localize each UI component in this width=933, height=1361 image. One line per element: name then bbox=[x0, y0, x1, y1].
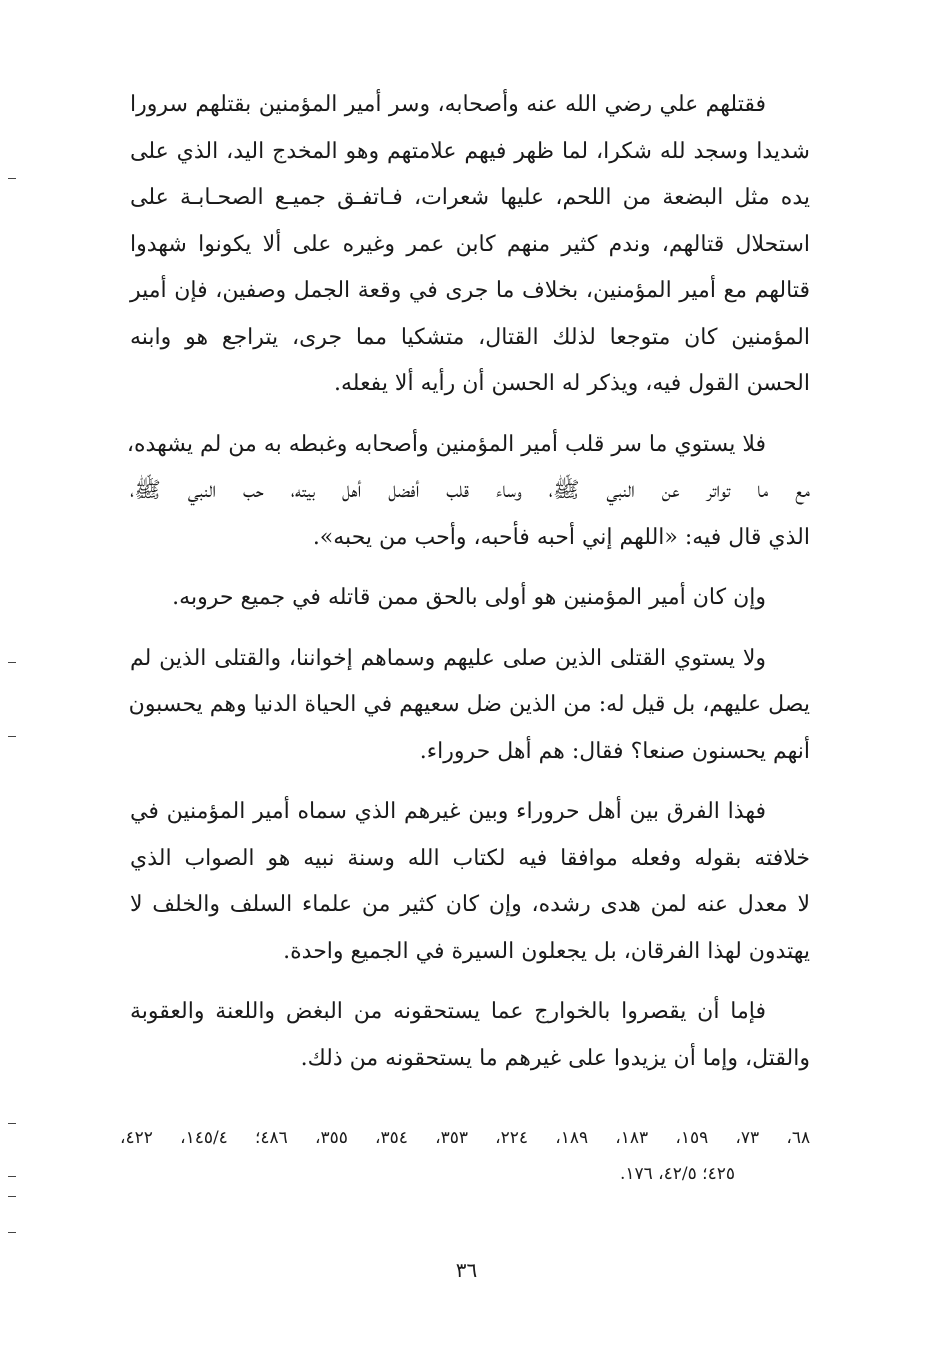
margin-scan-mark bbox=[8, 1196, 16, 1197]
text-line: يصل عليهم، بل قيل له: من الذين ضل سعيهم في الحياة الدنيا وهم يحسبون bbox=[128, 692, 810, 717]
body-text bbox=[126, 82, 810, 1096]
margin-scan-mark bbox=[8, 1176, 16, 1177]
margin-scan-mark bbox=[8, 662, 16, 663]
text-line: الحسن القول فيه، ويذكر له الحسن أن رأيه ألا يفعله. bbox=[334, 371, 810, 396]
text-line: شديدا وسجد لله شكرا، لما ظهر فيهم علامتهم وهو المخدج اليد، الذي على bbox=[130, 138, 810, 164]
footnote-line: ٤٢٥؛ ٤٢/٥، ١٧٦. bbox=[619, 1164, 735, 1184]
text-line: قتالهم مع أمير المؤمنين، بخلاف ما جرى في وقعة الجمل وصفين، فإن أمير bbox=[130, 278, 810, 303]
text-line: استحلال قتالهم، وندم كثير منهم كابن عمر وغيره على ألا يكونوا شهدوا bbox=[130, 231, 810, 257]
margin-scan-mark bbox=[8, 1232, 16, 1233]
margin-scan-mark bbox=[8, 178, 16, 179]
text-line: المؤمنين كان متوجعا لذلك القتال، متشكيا مما جرى، يتراجع هو وابنه bbox=[130, 324, 810, 350]
text-line: لا معدل عنه لمن هدى رشده، وإن كان كثير من علماء السلف والخلف لا bbox=[130, 892, 810, 917]
text-line: فإما أن يقصروا بالخوارج عما يستحقونه من البغض واللعنة والعقوبة bbox=[130, 999, 766, 1024]
text-line: ولا يستوي القتلى الذين صلى عليهم وسماهم إخواننا، والقتلى الذين لم bbox=[130, 645, 766, 671]
text-line: فهذا الفرق بين أهل حروراء وبين غيرهم الذي سماه أمير المؤمنين في bbox=[130, 799, 766, 824]
text-line: أنهم يحسنون صنعا؟ فقال: هم أهل حروراء. bbox=[419, 738, 810, 764]
footnote-references bbox=[120, 1120, 810, 1192]
margin-scan-mark bbox=[8, 1123, 16, 1124]
paragraph-4 bbox=[130, 636, 810, 776]
paragraph-1 bbox=[130, 82, 810, 408]
text-line: يهتدون لهذا الفرقان، بل يجعلون السيرة في الجميع واحدة. bbox=[283, 938, 810, 964]
paragraph-6 bbox=[130, 989, 810, 1082]
paragraph-2 bbox=[126, 422, 810, 562]
text-line: فقتلهم علي رضي الله عنه وأصحابه، وسر أمير المؤمنين بقتلهم سرورا bbox=[130, 92, 766, 117]
page-number: ٣٦ bbox=[455, 1258, 478, 1282]
footnote-line: ٦٨، ٧٣، ١٥٩، ١٨٣، ١٨٩، ٢٢٤، ٣٥٣، ٣٥٤، ٣٥٥، ٤٨٦؛ ١٤٥/٤، ٤٢٢، bbox=[120, 1128, 811, 1148]
text-line: مع ما تواتر عن النبي ﷺ، وساء قلب أفضل أهل بيته، حب النبي ﷺ، bbox=[130, 478, 810, 503]
paragraph-3 bbox=[130, 575, 810, 622]
text-line: والقتل، وإما أن يزيدوا على غيرهم ما يستحقونه من ذلك. bbox=[300, 1045, 810, 1071]
text-line: الذي قال فيه: «اللهم إني أحبه فأحبه، وأحب من يحبه». bbox=[312, 524, 810, 550]
text-line: يده مثل البضعة من اللحم، عليها شعرات، فـاتفـق جميـع الصحـابـة على bbox=[130, 185, 810, 210]
text-line: فلا يستوي ما سر قلب أمير المؤمنين وأصحابه وغبطه به من لم يشهده، bbox=[126, 431, 766, 457]
text-line: خلافته بقوله وفعله موافقا فيه لكتاب الله وسنة نبيه هو الصواب الذي bbox=[130, 845, 810, 871]
text-line: وإن كان أمير المؤمنين هو أولى بالحق ممن قاتله في جميع حروبه. bbox=[172, 585, 766, 610]
margin-scan-mark bbox=[8, 736, 16, 737]
paragraph-5 bbox=[130, 789, 810, 975]
